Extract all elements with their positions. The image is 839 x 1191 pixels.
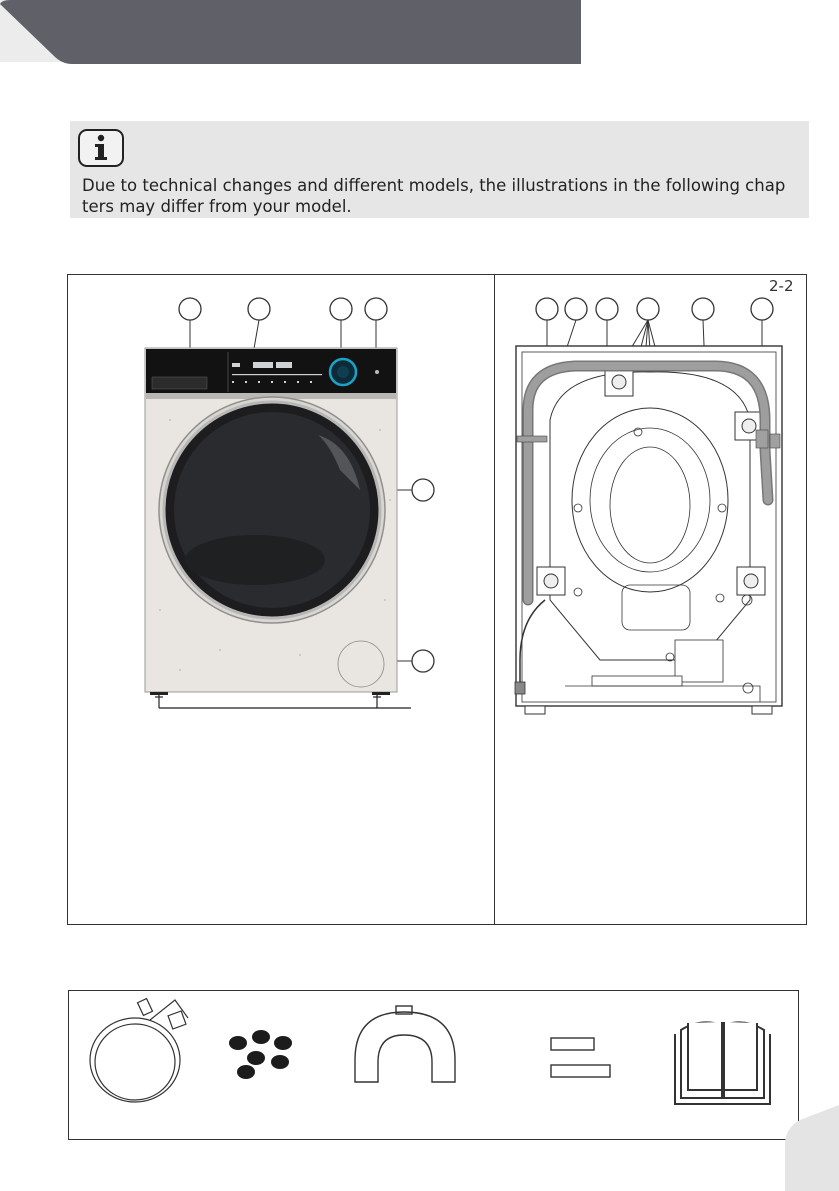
note-text-line1: Due to technical changes and different models, the illustrations in the following chap <box>82 176 786 195</box>
note-text-line2: ters may differ from your model. <box>82 197 352 216</box>
figure-label: 2-2 <box>769 277 794 295</box>
figure-divider <box>494 274 495 925</box>
info-note <box>70 121 809 218</box>
accessories-frame <box>68 990 799 1140</box>
figure-frame <box>67 274 807 925</box>
info-icon <box>78 129 124 167</box>
header-tab-dark <box>0 0 581 64</box>
note-text <box>82 175 802 217</box>
